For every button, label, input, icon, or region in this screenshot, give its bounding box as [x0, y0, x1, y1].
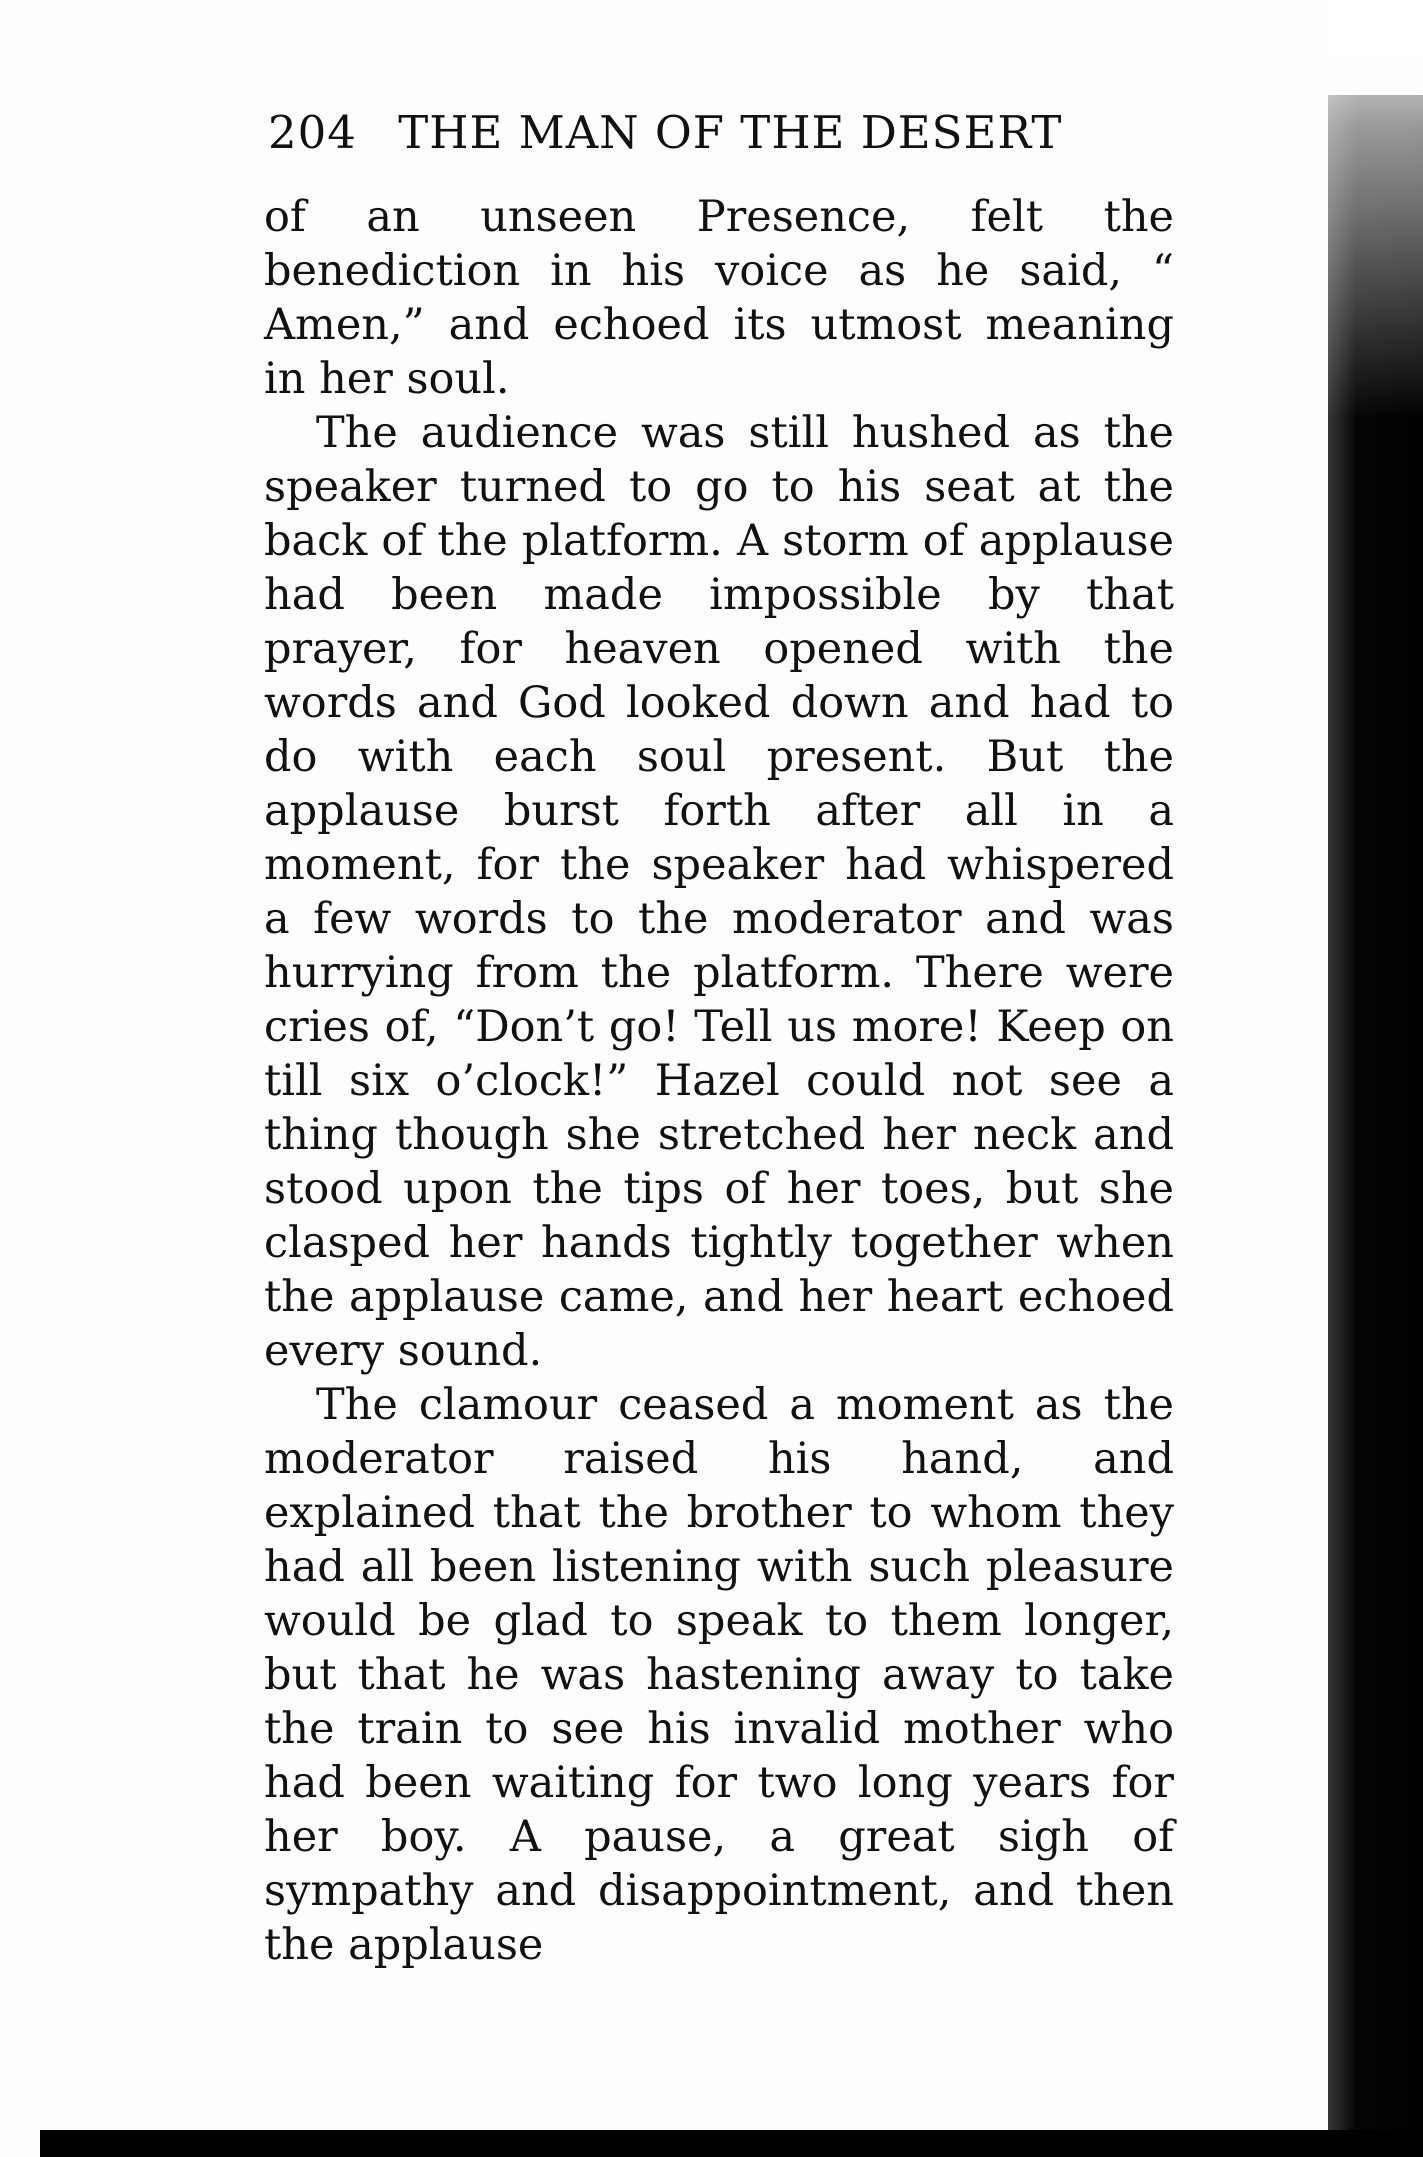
- gutter-shadow-fade: [1328, 0, 1423, 420]
- running-title: THE MAN OF THE DESERT: [398, 106, 1063, 159]
- paragraph: The audience was still hushed as the speaker turned to go to his seat at the back of the platform. A storm of applause had been made impossible by that prayer, for heaven opened with the words and God looked down and had to do with each soul present. But the applause burst forth after all in a moment, for the speaker had whispered a few words to the moderator and was hurrying from the platform. There were cries of, “Don’t go! Tell us more! Keep on till six o’clock!” Hazel could not see a thing though she stretched her neck and stood upon the tips of her toes, but she clasped her hands tightly together when the applause came, and her heart echoed every sound.: [264, 408, 1174, 1376]
- body-text: [264, 190, 1174, 1972]
- page-number: 204: [268, 106, 357, 159]
- running-header: [268, 103, 1188, 163]
- bottom-edge-shadow: [40, 2130, 1423, 2157]
- page-gutter-shadow: [1288, 0, 1423, 2157]
- paragraph: The clamour ceased a moment as the moderator raised his hand, and explained that the brother to whom they had all been listening with such pleasure would be glad to speak to them longer, but that he was hastening away to take the train to see his invalid mother who had been waiting for two long years for her boy. A pause, a great sigh of sympathy and disappointment, and then the applause: [264, 1380, 1174, 1970]
- paragraph-continued: of an unseen Presence, felt the benediction in his voice as he said, “ Amen,” and echoed its utmost meaning in her soul.: [264, 192, 1174, 404]
